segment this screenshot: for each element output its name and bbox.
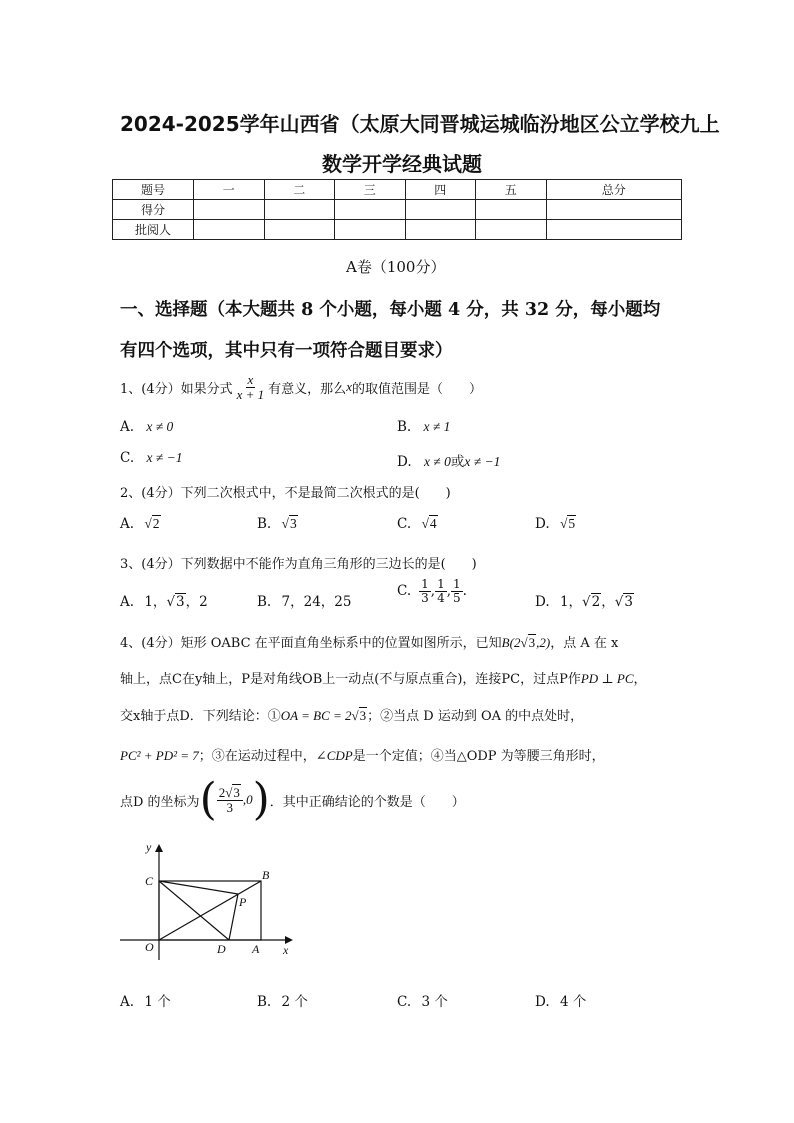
text: 交x轴于点D．下列结论：① [120,709,281,724]
sqrt-expression: √4 [421,516,437,531]
radicand: 3 [176,594,185,610]
q2-option-a[interactable] [120,516,161,532]
question-4-line1 [120,632,618,651]
option-text: 1， [559,594,583,610]
q3-option-b[interactable] [257,590,351,610]
exam-title-line1: 2024-2025学年山西省（太原大同晋城运城临汾地区公立学校九上 [120,112,720,136]
score-table-header-row [113,180,682,200]
score-table-header: 四 [405,180,476,200]
option-label: B. [257,594,272,610]
radicand: 2 [591,594,601,610]
option-text-or: 或 [450,454,465,470]
fraction [435,578,447,604]
text: ，点 A 在 x [550,636,619,651]
option-label: B. [397,419,412,435]
score-cell[interactable] [335,200,406,220]
math: ,0 [242,792,253,807]
q2-option-d[interactable] [535,516,576,532]
q1-fraction-denominator: x + 1 [236,386,265,402]
radicand: 3 [233,784,240,800]
sqrt-expression: √3 [225,784,240,800]
q1-suffix: 的取值范围是（ ） [351,381,482,397]
score-cell[interactable] [194,200,265,220]
fraction [217,786,243,814]
label-o: O [145,940,154,954]
q1-option-c[interactable] [120,450,182,466]
math: B(2 [501,635,521,650]
radicand: 3 [624,594,633,610]
section1-heading-line2: 有四个选项，其中只有一项符合题目要求） [120,341,453,361]
score-table-row-label: 批阅人 [113,220,194,240]
q1-option-a[interactable] [120,419,173,435]
num-coef: 2 [218,784,226,800]
math: OA = BC = 2 [280,708,352,723]
option-label: A. [120,594,135,610]
score-table-row-label: 得分 [113,200,194,220]
label-x: x [283,943,289,957]
q1-var: x [346,379,352,395]
option-label: A. [120,516,135,532]
reviewer-cell[interactable] [264,220,335,240]
q3-option-d[interactable] [535,590,634,610]
q2-option-c[interactable] [397,516,438,532]
question-4-line3 [120,705,583,724]
option-label: D. [535,594,550,610]
score-table-header: 题号 [113,180,194,200]
q4-option-b[interactable] [257,990,308,1010]
q1-mid: 有意义，那么 [268,381,347,397]
q3-option-c[interactable]: C. $\frac{1}{3}$ , $\frac{1}{4}$ , $\frac{1}{5}$ . [397,577,467,605]
numerator [217,786,243,801]
score-table [112,179,682,240]
radicand: 3 [528,635,536,650]
option-label: C. [397,516,412,532]
paren: ( [199,774,217,825]
label-c: C [145,874,154,888]
text: 是一个定值；④当△ODP 为等腰三角形时， [352,749,605,764]
option-text: x ≠ 1 [423,419,451,434]
math: PC² + PD² = 7 [120,748,199,763]
sqrt-expression: √2 [144,516,160,531]
reviewer-cell[interactable] [335,220,406,240]
option-text: 4 个 [559,994,587,1010]
denominator: 3 [226,799,234,815]
question-4-line2 [120,668,647,687]
option-label: B. [257,994,272,1010]
option-text: x ≠ 0 [423,454,451,469]
label-b: B [262,868,270,882]
option-text: 1 个 [144,994,171,1010]
option-label: C. [397,583,412,600]
sqrt-expression: √3 [166,594,185,610]
label-d: D [217,942,226,956]
math: ,2) [536,635,551,650]
label-y: y [146,840,152,854]
option-label: D. [535,516,550,532]
exam-title-line2: 数学开学经典试题 [322,152,482,176]
score-cell[interactable] [546,200,682,220]
numerator: 1 [453,577,461,591]
volume-label: A卷（100分） [346,258,446,276]
fraction [451,578,463,604]
reviewer-cell[interactable] [194,220,265,240]
q4-figure [115,838,305,963]
score-cell[interactable] [264,200,335,220]
q1-prefix: 1、(4分）如果分式 [120,381,233,397]
q1-option-b[interactable] [397,419,450,435]
question-4-line5 [120,774,465,825]
numerator: 1 [437,577,445,591]
denominator: 5 [453,590,461,605]
score-table-header: 三 [335,180,406,200]
text: 点D 的坐标为 [120,794,200,810]
radicand: 5 [568,516,576,531]
fraction [419,578,431,604]
score-table-header: 二 [264,180,335,200]
radicand: 2 [152,516,160,531]
text: 轴上，点C在y轴上，P是对角线OB上一动点(不与原点重合)，连接PC，过点P作 [120,672,581,687]
option-label: C. [397,994,412,1010]
sqrt-expression: √3 [351,708,367,723]
option-text: 7，24，25 [281,594,352,610]
sqrt-expression: √3 [281,516,297,531]
text: 4、(4分）矩形 OABC 在平面直角坐标系中的位置如图所示，已知 [120,636,502,651]
q1-option-d[interactable] [397,450,500,470]
y-axis-arrow [155,844,163,852]
option-text: 3 个 [421,994,448,1010]
score-cell[interactable] [405,200,476,220]
text: ；③在运动过程中， [198,749,316,764]
score-table-row [113,220,682,240]
option-text: x ≠ −1 [146,450,183,465]
option-label: B. [257,516,272,532]
q1-fraction-numerator: x [247,372,254,387]
segment-pc [159,881,238,894]
option-label: D. [397,454,412,470]
denominator: 4 [437,590,445,605]
text: ， [633,672,647,687]
section1-heading-line1: 一、选择题（本大题共 8 个小题，每小题 4 分，共 32 分，每小题均 [120,300,661,320]
segment-cd [159,881,229,940]
numerator: 1 [421,577,429,591]
score-table-row [113,200,682,220]
q4-option-a[interactable] [120,990,171,1010]
paren: ) [252,774,270,825]
text: ．其中正确结论的个数是（ ） [269,794,465,810]
score-table-header: 总分 [546,180,682,200]
option-label: A. [120,419,135,435]
sqrt-expression: √2 [582,594,601,610]
option-text: 2 个 [281,994,308,1010]
q4-option-d[interactable] [535,990,586,1010]
option-label: A. [120,994,135,1010]
option-label: D. [535,994,550,1010]
q1-fraction [235,373,267,401]
radicand: 4 [429,516,437,531]
question-3-stem: 3、(4分）下列数据中不能作为直角三角形的三边长的是( ) [120,557,477,572]
q2-option-b[interactable] [257,516,298,532]
sqrt-expression: √5 [559,516,576,531]
reviewer-cell[interactable] [476,220,547,240]
question-4-line4 [120,745,605,764]
q4-option-c[interactable] [397,990,448,1010]
score-table-header: 五 [476,180,547,200]
option-label: C. [120,450,135,466]
text: ；②当点 D 运动到 OA 的中点处时， [367,709,584,724]
label-p: P [239,895,247,909]
score-cell[interactable] [476,200,547,220]
math: ∠CDP [315,748,353,763]
radicand: 3 [359,708,367,723]
option-text: ， [601,594,615,610]
question-1-stem [120,373,482,401]
question-2-stem: 2、(4分）下列二次根式中，不是最简二次根式的是( ) [120,486,451,501]
math: PD ⊥ PC [580,671,634,686]
option-text: x ≠ 0 [146,419,174,434]
score-table-header: 一 [194,180,265,200]
reviewer-cell[interactable] [546,220,682,240]
reviewer-cell[interactable] [405,220,476,240]
radicand: 3 [289,516,297,531]
segment-pd [229,894,238,940]
denominator: 3 [421,590,429,605]
option-text: ，2 [185,594,208,610]
option-text: 1， [144,594,167,610]
sqrt-expression: √3 [520,635,536,650]
option-text: x ≠ −1 [464,454,501,469]
sqrt-expression: √3 [614,594,633,610]
label-a: A [252,942,260,956]
q3-option-a[interactable] [120,590,208,610]
